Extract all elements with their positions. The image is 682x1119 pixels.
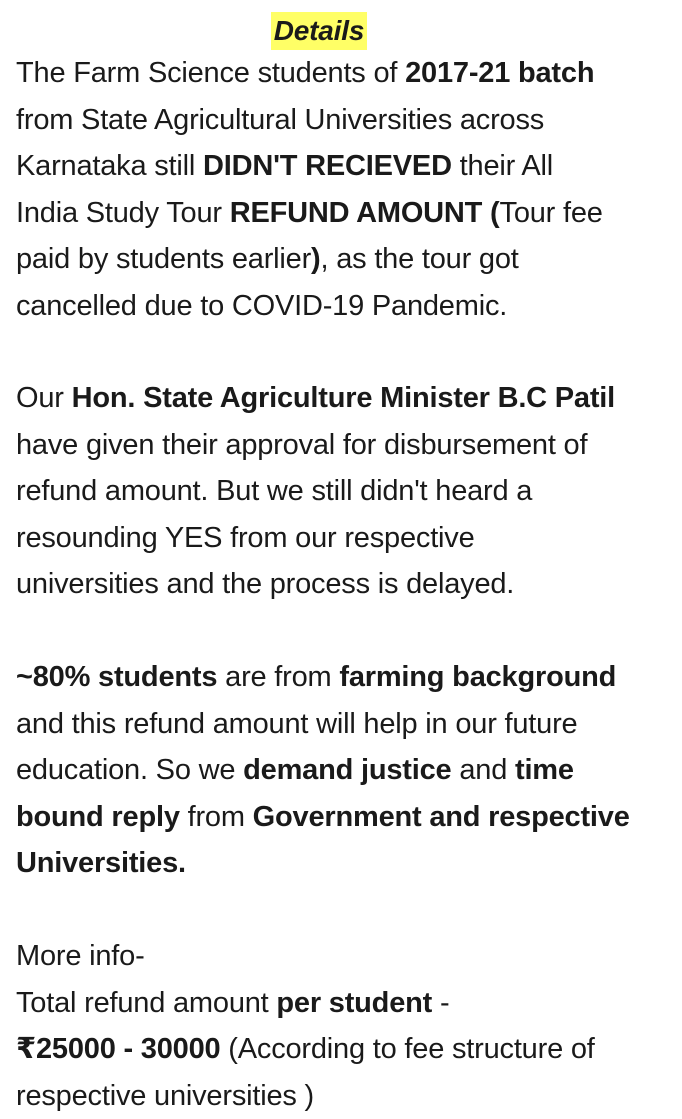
text-line bbox=[16, 654, 676, 701]
text-line: have given their approval for disbursement of bbox=[16, 422, 676, 469]
text-line bbox=[16, 980, 676, 1027]
refund-amount-highlight: REFUND AMOUNT ( bbox=[230, 197, 500, 229]
text-segment: India Study Tour bbox=[16, 197, 230, 229]
text-segment: and bbox=[451, 754, 515, 786]
paragraph-demand-justice bbox=[16, 654, 676, 887]
text-segment: from bbox=[180, 801, 253, 833]
paragraph-refund-status bbox=[16, 50, 676, 329]
text-segment: , as the tour got bbox=[321, 243, 519, 275]
text-line: respective universities ) bbox=[16, 1073, 676, 1119]
text-segment: their All bbox=[452, 150, 553, 182]
text-segment: paid by students earlier bbox=[16, 243, 311, 275]
minister-highlight: Hon. State Agriculture Minister B.C Patil bbox=[72, 382, 615, 414]
bold-paren: ) bbox=[311, 243, 320, 275]
demand-justice-highlight: demand justice bbox=[243, 754, 451, 786]
text-line bbox=[16, 840, 676, 887]
time-highlight: time bbox=[515, 754, 574, 786]
text-line bbox=[16, 794, 676, 841]
text-segment: Our bbox=[16, 382, 72, 414]
universities-highlight: Universities. bbox=[16, 847, 186, 879]
text-line: and this refund amount will help in our future bbox=[16, 701, 676, 748]
text-line bbox=[16, 190, 676, 237]
bound-reply-highlight: bound reply bbox=[16, 801, 180, 833]
text-line: from State Agricultural Universities across bbox=[16, 97, 676, 144]
students-percent-highlight: ~80% students bbox=[16, 661, 217, 693]
text-line: universities and the process is delayed. bbox=[16, 561, 676, 608]
text-line bbox=[16, 50, 676, 97]
text-segment: The Farm Science students of bbox=[16, 57, 405, 89]
paragraph-more-info bbox=[16, 933, 676, 1119]
text-line bbox=[16, 143, 676, 190]
batch-highlight: 2017-21 batch bbox=[405, 57, 594, 89]
details-heading: Details bbox=[271, 12, 367, 50]
text-segment: Tour fee bbox=[500, 197, 603, 229]
farming-background-highlight: farming background bbox=[339, 661, 616, 693]
not-received-highlight: DIDN'T RECIEVED bbox=[203, 150, 452, 182]
text-line: cancelled due to COVID-19 Pandemic. bbox=[16, 283, 676, 330]
text-line bbox=[16, 1026, 676, 1073]
text-line: refund amount. But we still didn't heard a bbox=[16, 468, 676, 515]
text-segment: Karnataka still bbox=[16, 150, 203, 182]
text-segment: education. So we bbox=[16, 754, 243, 786]
per-student-highlight: per student bbox=[276, 987, 432, 1019]
text-segment: are from bbox=[217, 661, 339, 693]
text-line: resounding YES from our respective bbox=[16, 515, 676, 562]
text-line bbox=[16, 236, 676, 283]
amount-range-highlight: ₹25000 - 30000 bbox=[16, 1033, 220, 1065]
text-line bbox=[16, 375, 676, 422]
text-line bbox=[16, 747, 676, 794]
text-line: More info- bbox=[16, 933, 676, 980]
title-row bbox=[0, 8, 682, 48]
text-segment: (According to fee structure of bbox=[220, 1033, 594, 1065]
government-highlight: Government and respective bbox=[253, 801, 630, 833]
text-segment: Total refund amount bbox=[16, 987, 276, 1019]
paragraph-minister-approval bbox=[16, 375, 676, 608]
text-segment: - bbox=[432, 987, 449, 1019]
